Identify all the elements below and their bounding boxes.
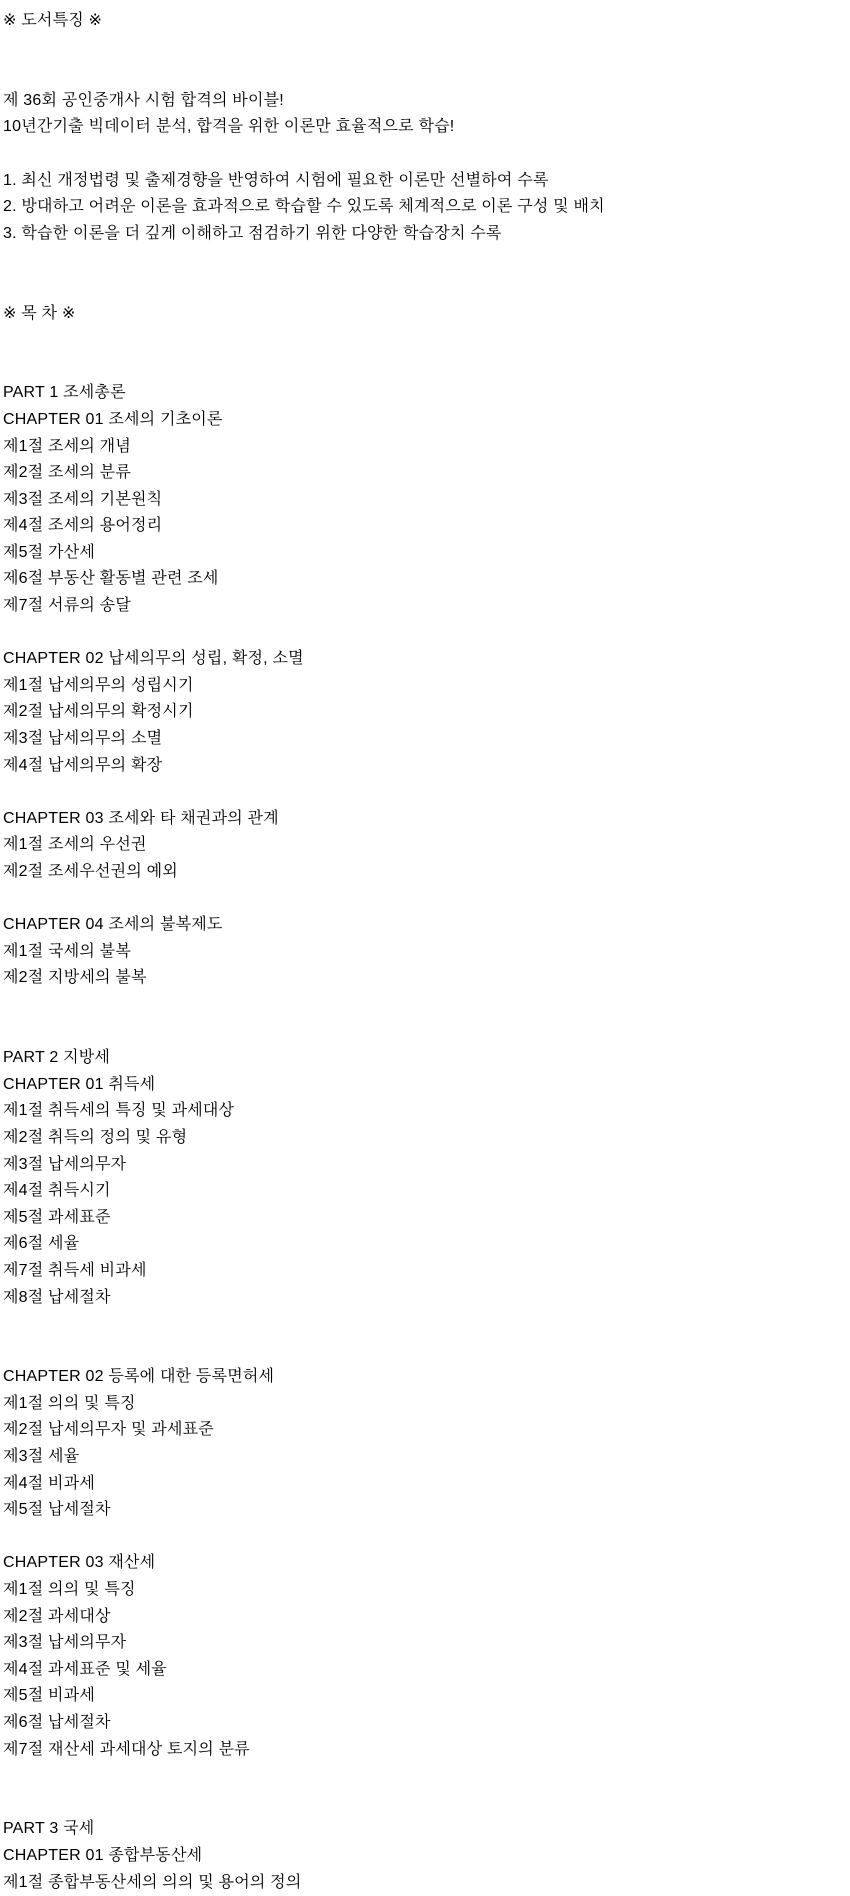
features-heading: ※ 도서특징 ※ [3,12,103,29]
toc-section-item: 제6절 세율 [3,1235,80,1253]
toc-chapter [3,646,840,779]
toc-part-2 [3,1045,840,1763]
toc-chapter [3,912,840,992]
toc-section-item: 제4절 과세표준 및 세율 [3,1660,167,1678]
toc-section-item: 제3절 납세의무자 [3,1155,127,1173]
toc-section-item: 제5절 과세표준 [3,1208,111,1226]
toc-section-item: 제3절 조세의 기본원칙 [3,490,163,508]
toc-section-item: 제7절 재산세 과세대상 토지의 분류 [3,1740,250,1758]
toc-chapter [3,407,840,620]
toc-part-1 [3,380,840,992]
toc-section-item: 제1절 납세의무의 성립시기 [3,676,194,694]
toc-section-item: 제5절 납세절차 [3,1501,111,1519]
toc-chapter [3,1364,840,1524]
toc-heading-section [3,301,840,328]
toc-section-item: 제5절 가산세 [3,543,96,561]
toc-section-item: 제4절 납세의무의 확장 [3,756,163,774]
tagline: 제 36회 공인중개사 시험 합격의 바이블! [3,91,284,109]
toc-section-item: 제2절 납세의무자 및 과세표준 [3,1421,214,1439]
toc-section-item: 제2절 지방세의 불복 [3,969,147,987]
toc-chapter-title: CHAPTER 03 조세와 타 채권과의 관계 [3,809,279,827]
toc-section-item: 제1절 의의 및 특징 [3,1581,136,1599]
toc-part-title: PART 2 지방세 [3,1049,111,1067]
toc-chapter-title: CHAPTER 02 등록에 대한 등록면허세 [3,1368,275,1386]
toc-section-item: 제8절 납세절차 [3,1288,111,1306]
features-taglines [3,88,840,141]
toc-section-item: 제1절 조세의 개념 [3,437,131,455]
feature-item: 1. 최신 개정법령 및 출제경향을 반영하여 시험에 필요한 이론만 선별하여 수록 [3,171,549,189]
toc-section-item: 제7절 서류의 송달 [3,597,131,615]
toc-section-item: 제3절 세율 [3,1448,80,1466]
features-heading-section [3,8,840,35]
toc-part-title: PART 3 국세 [3,1820,95,1838]
toc-section-item: 제4절 조세의 용어정리 [3,517,163,535]
toc-section-item: 제6절 납세절차 [3,1714,111,1731]
toc-section-item: 제3절 납세의무의 소멸 [3,730,163,748]
toc-chapter [3,1550,840,1763]
toc-heading: ※ 목 차 ※ [3,304,76,322]
toc-section-item: 제6절 부동산 활동별 관련 조세 [3,570,219,588]
toc-chapter-title: CHAPTER 01 조세의 기초이론 [3,410,223,428]
toc-section-item: 제1절 취득세의 특징 및 과세대상 [3,1102,235,1120]
feature-item: 3. 학습한 이론을 더 깊게 이해하고 점검하기 위한 다양한 학습장치 수록 [3,224,502,242]
toc-chapter-title: CHAPTER 01 취득세 [3,1075,156,1093]
toc-section-item: 제1절 조세의 우선권 [3,836,147,854]
toc-part-title: PART 1 조세총론 [3,384,126,402]
toc-section-item: 제1절 종합부동산세의 의의 및 용어의 정의 [3,1873,302,1891]
toc-section-item: 제2절 과세대상 [3,1607,111,1625]
toc-chapter-title: CHAPTER 02 납세의무의 성립, 확정, 소멸 [3,650,304,668]
toc-part-3 [3,1816,840,1896]
toc-section-item: 제4절 취득시기 [3,1182,111,1200]
toc-chapter-title: CHAPTER 01 종합부동산세 [3,1846,203,1864]
toc-chapter [3,806,840,886]
toc-section-item: 제5절 비과세 [3,1687,96,1705]
toc-section-item: 제1절 의의 및 특징 [3,1394,136,1412]
toc-section-item: 제2절 조세우선권의 예외 [3,863,178,880]
toc-chapter-title: CHAPTER 04 조세의 불복제도 [3,916,223,934]
toc-chapter [3,1072,840,1311]
toc-section-item: 제4절 비과세 [3,1474,96,1492]
toc-section-item: 제7절 취득세 비과세 [3,1261,147,1279]
toc-chapter-title: CHAPTER 03 재산세 [3,1554,156,1572]
tagline: 10년간기출 빅데이터 분석, 합격을 위한 이론만 효율적으로 학습! [3,118,455,136]
toc-chapter [3,1843,840,1896]
toc-section-item: 제2절 납세의무의 확정시기 [3,703,194,721]
toc-section-item: 제2절 취득의 정의 및 유형 [3,1128,188,1146]
feature-item: 2. 방대하고 어려운 이론을 효과적으로 학습할 수 있도록 체계적으로 이론 구성 및 배치 [3,198,605,216]
toc-section-item: 제2절 조세의 분류 [3,464,131,482]
toc-section-item: 제3절 납세의무자 [3,1634,127,1652]
toc-section-item: 제1절 국세의 불복 [3,942,131,960]
features-list [3,168,840,248]
